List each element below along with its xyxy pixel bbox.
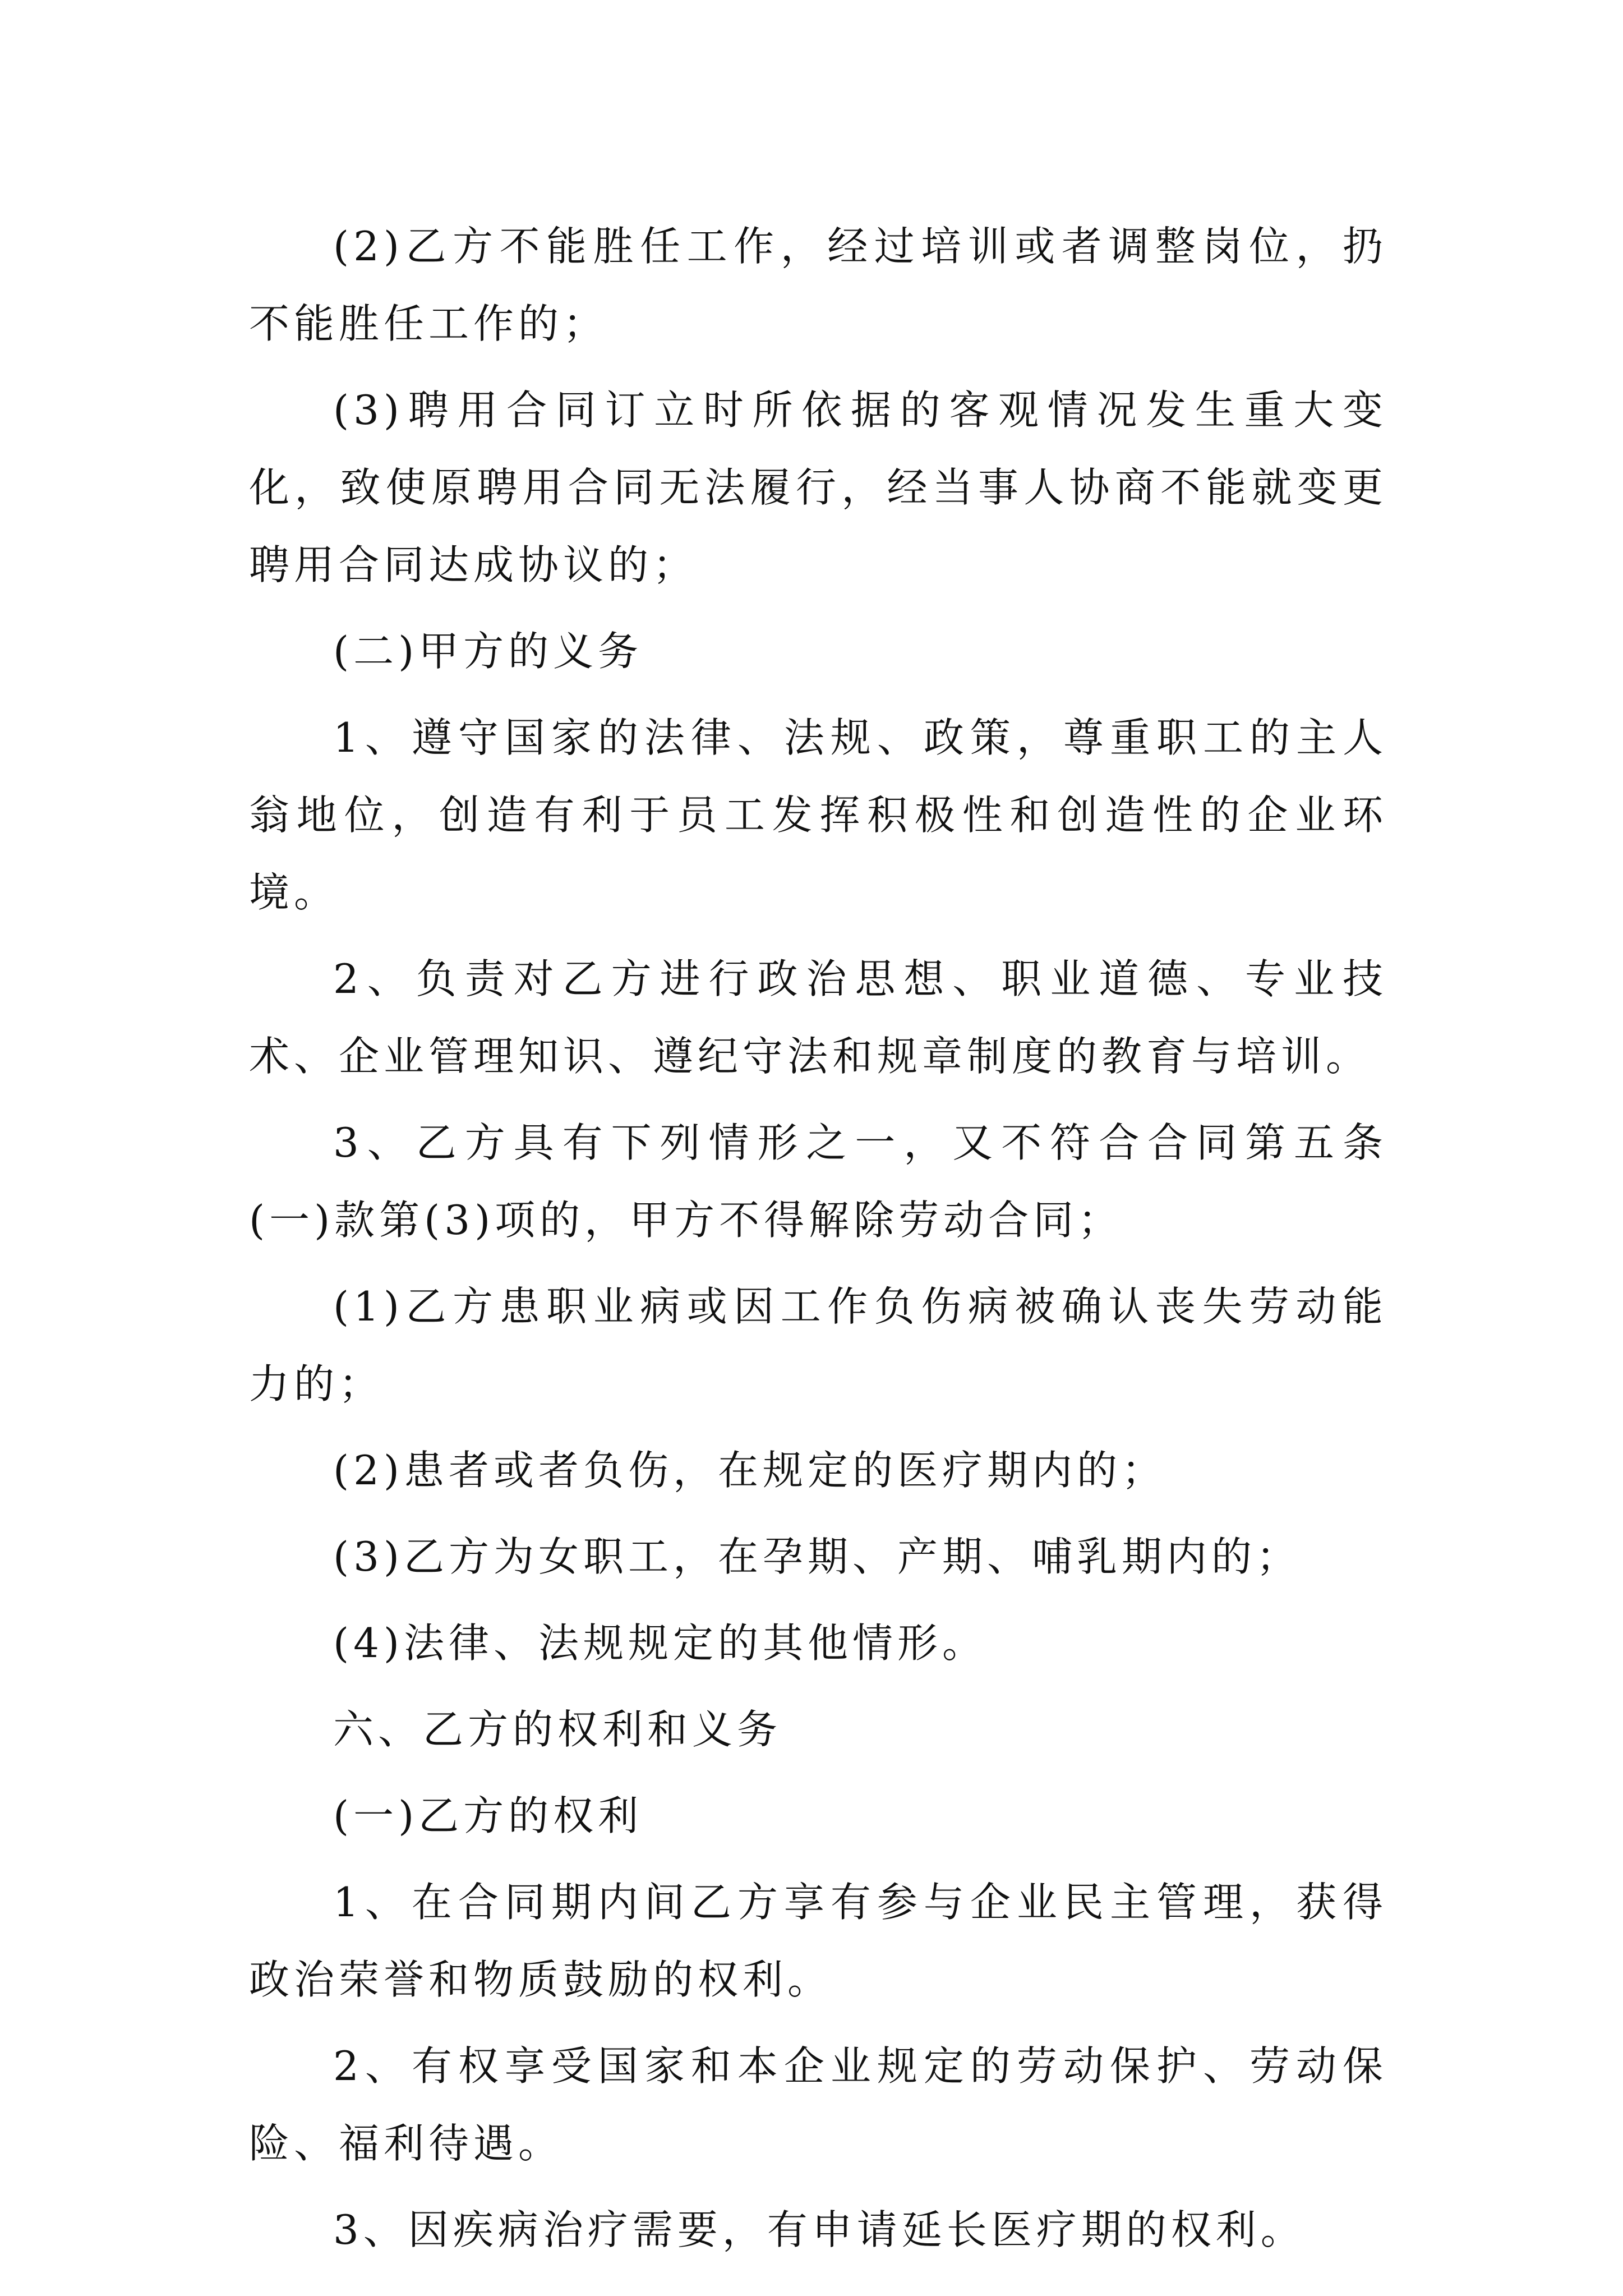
- paragraph-right-1: 1、在合同期内间乙方享有参与企业民主管理，获得政治荣誉和物质鼓励的权利。: [249, 1879, 1387, 2003]
- paragraph-obligation-2: 2、负责对乙方进行政治思想、职业道德、专业技术、企业管理知识、遵纪守法和规章制度的教育与培训。: [249, 955, 1387, 1080]
- paragraph-subitem-3: (3)乙方为女职工，在孕期、产期、哺乳期内的；: [333, 1533, 1301, 1580]
- paragraph-subitem-2: (2)患者或者负伤，在规定的医疗期内的；: [333, 1447, 1166, 1494]
- document-body: [249, 208, 1387, 2277]
- subsection-heading-party-b-rights: (一)乙方的权利: [333, 1792, 643, 1839]
- paragraph-subitem-1: (1)乙方患职业病或因工作负伤病被确认丧失劳动能力的；: [249, 1283, 1387, 1407]
- paragraph-obligation-1: 1、遵守国家的法律、法规、政策，尊重职工的主人翁地位，创造有利于员工发挥积极性和创造性的企业环境。: [249, 714, 1387, 916]
- paragraph-subitem-4: (4)法律、法规规定的其他情形。: [333, 1619, 987, 1667]
- section-heading-party-b-rights-obligations: 六、乙方的权利和义务: [333, 1706, 782, 1753]
- paragraph-item-3-circumstance-change: (3)聘用合同订立时所依据的客观情况发生重大变化，致使原聘用合同无法履行，经当事人协商不能就变更聘用合同达成协议的；: [249, 386, 1387, 588]
- paragraph-obligation-3: 3、乙方具有下列情形之一，又不符合合同第五条(一)款第(3)项的，甲方不得解除劳动合同；: [249, 1119, 1387, 1244]
- section-heading-party-a-obligations: (二)甲方的义务: [333, 628, 643, 675]
- paragraph-item-2-unfit: (2)乙方不能胜任工作，经过培训或者调整岗位，扔不能胜任工作的；: [249, 223, 1387, 347]
- paragraph-right-2: 2、有权享受国家和本企业规定的劳动保护、劳动保险、福利待遇。: [249, 2042, 1387, 2167]
- paragraph-right-3: 3、因疾病治疗需要，有申请延长医疗期的权利。: [333, 2206, 1306, 2253]
